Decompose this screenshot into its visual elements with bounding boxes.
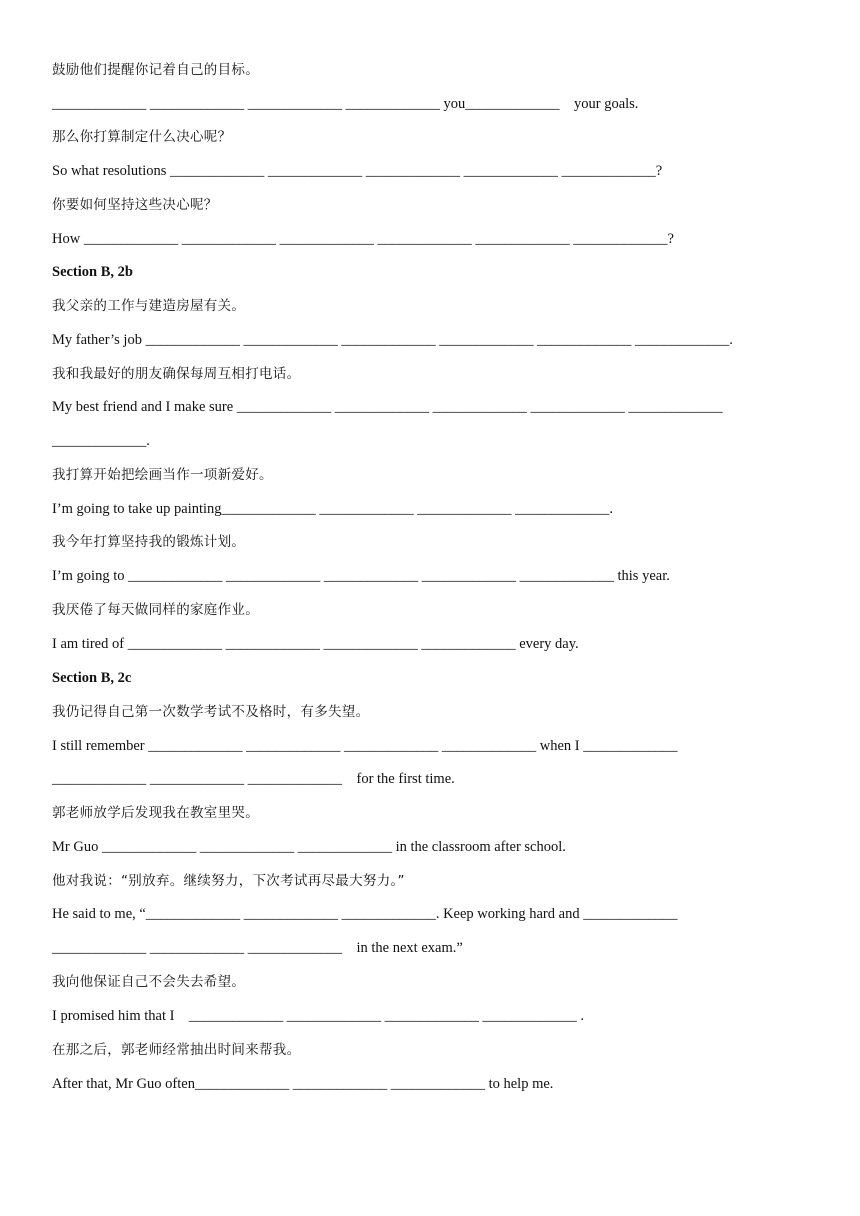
- chinese-prompt: 在那之后，郭老师经常抽出时间来帮我。: [52, 1042, 301, 1058]
- chinese-prompt: 我厌倦了每天做同样的家庭作业。: [52, 602, 259, 618]
- chinese-prompt: 他对我说：“别放弃。继续努力，下次考试再尽最大努力。”: [52, 873, 405, 889]
- chinese-prompt: 我父亲的工作与建造房屋有关。: [52, 298, 246, 314]
- chinese-prompt: 鼓励他们提醒你记着自己的目标。: [52, 62, 259, 78]
- english-fill-in-line: My father’s job _____________ _____________ _____________ _____________ _____________ _____________.: [52, 332, 733, 348]
- english-fill-in-line-continued: _____________ _____________ _____________ in the next exam.”: [52, 940, 463, 956]
- english-fill-in-line: I promised him that I _____________ _____________ _____________ _____________ .: [52, 1008, 585, 1024]
- chinese-prompt: 我向他保证自己不会失去希望。: [52, 974, 246, 990]
- section-heading: Section B, 2c: [52, 670, 132, 686]
- chinese-prompt: 我仍记得自己第一次数学考试不及格时，有多失望。: [52, 704, 370, 720]
- chinese-prompt: 你要如何坚持这些决心呢？: [52, 197, 218, 213]
- english-fill-in-line: He said to me, “_____________ _____________ _____________. Keep working hard and _____________: [52, 906, 678, 922]
- english-fill-in-line: I’m going to _____________ _____________ _____________ _____________ _____________ this year.: [52, 568, 670, 584]
- chinese-prompt: 我今年打算坚持我的锻炼计划。: [52, 534, 246, 550]
- section-heading: Section B, 2b: [52, 264, 133, 280]
- english-fill-in-line: I still remember _____________ _____________ _____________ _____________ when I _____________: [52, 738, 678, 754]
- english-fill-in-line: So what resolutions _____________ _____________ _____________ _____________ _____________?: [52, 163, 663, 179]
- english-fill-in-line: _____________ _____________ _____________ _____________ you_____________ your goals.: [52, 96, 639, 112]
- english-fill-in-line: After that, Mr Guo often_____________ _____________ _____________ to help me.: [52, 1076, 554, 1092]
- chinese-prompt: 我和我最好的朋友确保每周互相打电话。: [52, 366, 301, 382]
- english-fill-in-line: I’m going to take up painting_____________ _____________ _____________ _____________.: [52, 501, 614, 517]
- chinese-prompt: 我打算开始把绘画当作一项新爱好。: [52, 467, 273, 483]
- english-fill-in-line: I am tired of _____________ _____________ _____________ _____________ every day.: [52, 636, 579, 652]
- english-fill-in-line-continued: _____________ _____________ _____________ for the first time.: [52, 771, 455, 787]
- english-fill-in-line-continued: _____________.: [52, 433, 150, 449]
- english-fill-in-line: Mr Guo _____________ _____________ _____________ in the classroom after school.: [52, 839, 566, 855]
- chinese-prompt: 那么你打算制定什么决心呢？: [52, 129, 232, 145]
- english-fill-in-line: My best friend and I make sure _____________ _____________ _____________ _____________ _____________: [52, 399, 723, 415]
- english-fill-in-line: How _____________ _____________ _____________ _____________ _____________ _____________?: [52, 231, 674, 247]
- chinese-prompt: 郭老师放学后发现我在教室里哭。: [52, 805, 259, 821]
